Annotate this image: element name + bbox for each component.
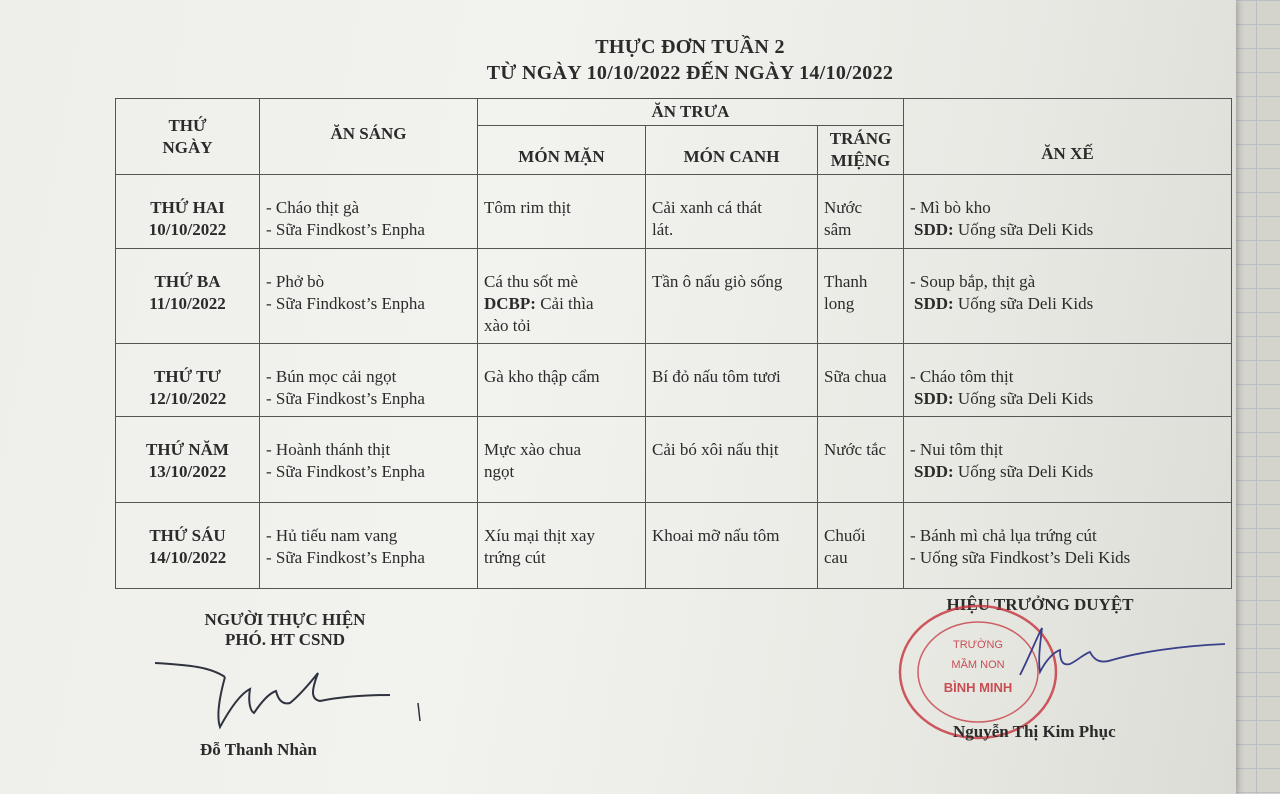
- menu-row: [116, 417, 1232, 503]
- header-lunch: ĂN TRƯA: [478, 99, 904, 126]
- preparer-block: [150, 610, 420, 650]
- dessert-cell-line: long: [824, 294, 855, 313]
- menu-row: [116, 344, 1232, 417]
- snack-line: SDD: Uống sữa Deli Kids: [914, 462, 1094, 481]
- menu-row: [116, 503, 1232, 589]
- menu-row: [116, 175, 1232, 249]
- soup-cell-line: Tần ô nấu giò sống: [652, 272, 783, 291]
- snack-cell: [904, 344, 1232, 417]
- soup-cell: [646, 417, 818, 503]
- main-dish-cell-line: Gà kho thập cẩm: [484, 367, 600, 386]
- main-dish-cell-line: Cá thu sốt mè: [484, 272, 578, 291]
- day-date: 12/10/2022: [148, 389, 227, 408]
- soup-cell-line: Cải bó xôi nấu thịt: [652, 440, 779, 459]
- soup-cell-line: Khoai mỡ nấu tôm: [652, 526, 780, 545]
- breakfast-cell: [260, 503, 478, 589]
- main-dish-cell-line: ngọt: [484, 462, 515, 481]
- day-date: 13/10/2022: [148, 462, 227, 481]
- breakfast-cell-line: - Hoành thánh thịt: [266, 440, 391, 459]
- breakfast-cell: [260, 175, 478, 249]
- principal-name: Nguyễn Thị Kim Phục: [953, 722, 1116, 741]
- breakfast-cell-line: - Sữa Findkost’s Enpha: [266, 389, 425, 408]
- snack-line: - Nui tôm thịt: [910, 440, 1004, 459]
- header-main-dish: MÓN MẶN: [478, 126, 646, 175]
- dessert-cell: [818, 417, 904, 503]
- principal-signature: [990, 620, 1230, 690]
- menu-body: [116, 175, 1232, 589]
- soup-cell-line: lát.: [652, 220, 674, 239]
- snack-cell: [904, 175, 1232, 249]
- main-dish-cell-line: Mực xào chua: [484, 440, 582, 459]
- snack-cell: [904, 249, 1232, 344]
- main-dish-cell-line: DCBP: Cải thìa: [484, 294, 594, 313]
- preparer-name: Đỗ Thanh Nhàn: [200, 740, 317, 759]
- main-dish-cell-line: Tôm rim thịt: [484, 198, 571, 217]
- dessert-cell-line: sâm: [824, 220, 852, 239]
- breakfast-cell: [260, 417, 478, 503]
- day-name: THỨ HAI: [150, 198, 225, 217]
- document-date-range: TỪ NGÀY 10/10/2022 ĐẾN NGÀY 14/10/2022: [486, 62, 894, 84]
- snack-line: SDD: Uống sữa Deli Kids: [914, 389, 1094, 408]
- soup-cell-line: Bí đỏ nấu tôm tươi: [652, 367, 781, 386]
- principal-title: HIỆU TRƯỞNG DUYỆT: [946, 595, 1134, 614]
- dessert-cell-line: Sữa chua: [824, 367, 887, 386]
- dessert-cell-line: Chuối: [824, 526, 866, 545]
- day-cell: [116, 249, 260, 344]
- dessert-cell: [818, 503, 904, 589]
- breakfast-cell-line: - Phở bò: [266, 272, 325, 291]
- header-snack: ĂN XẾ: [904, 99, 1232, 175]
- day-name: THỨ NĂM: [146, 440, 229, 459]
- dessert-cell-line: Nước: [824, 198, 863, 217]
- snack-line: SDD: Uống sữa Deli Kids: [914, 294, 1094, 313]
- breakfast-cell-line: - Bún mọc cải ngọt: [266, 367, 397, 386]
- breakfast-cell: [260, 344, 478, 417]
- snack-line: - Mì bò kho: [910, 198, 991, 217]
- svg-text:BÌNH MINH: BÌNH MINH: [943, 680, 1013, 695]
- header-breakfast: ĂN SÁNG: [260, 99, 478, 175]
- breakfast-cell-line: - Hủ tiếu nam vang: [266, 526, 398, 545]
- preparer-title: NGƯỜI THỰC HIỆN: [204, 610, 366, 629]
- dessert-cell-line: Nước tắc: [824, 440, 887, 459]
- main-dish-cell: [478, 417, 646, 503]
- main-dish-cell: [478, 344, 646, 417]
- day-cell: [116, 503, 260, 589]
- snack-line: - Uống sữa Findkost’s Deli Kids: [910, 548, 1131, 567]
- day-date: 10/10/2022: [148, 220, 227, 239]
- day-name: THỨ BA: [154, 272, 221, 291]
- soup-cell: [646, 344, 818, 417]
- svg-text:MẦM NON: MẦM NON: [951, 659, 1005, 671]
- dessert-cell: [818, 175, 904, 249]
- header-day: THỨ NGÀY: [116, 99, 260, 175]
- main-dish-cell: [478, 503, 646, 589]
- day-name: THỨ SÁU: [149, 526, 226, 545]
- soup-cell: [646, 249, 818, 344]
- main-dish-cell: [478, 249, 646, 344]
- dessert-cell: [818, 249, 904, 344]
- day-date: 11/10/2022: [149, 294, 226, 313]
- breakfast-cell: [260, 249, 478, 344]
- dessert-cell-line: cau: [824, 548, 848, 567]
- dessert-cell: [818, 344, 904, 417]
- preparer-position: PHÓ. HT CSND: [224, 630, 346, 649]
- main-dish-cell-line: Xíu mại thịt xay: [484, 526, 595, 545]
- snack-line: - Cháo tôm thịt: [910, 367, 1014, 386]
- breakfast-cell-line: - Cháo thịt gà: [266, 198, 360, 217]
- snack-line: - Bánh mì chả lụa trứng cút: [910, 526, 1097, 545]
- main-dish-cell-line: xào tỏi: [484, 316, 531, 335]
- breakfast-cell-line: - Sữa Findkost’s Enpha: [266, 294, 425, 313]
- day-cell: [116, 417, 260, 503]
- breakfast-cell-line: - Sữa Findkost’s Enpha: [266, 548, 425, 567]
- soup-cell: [646, 175, 818, 249]
- snack-cell: [904, 417, 1232, 503]
- weekly-menu-table: [115, 98, 1232, 589]
- dessert-cell-line: Thanh: [824, 272, 868, 291]
- soup-cell-line: Cải xanh cá thát: [652, 198, 762, 217]
- svg-text:TRƯỜNG: TRƯỜNG: [953, 639, 1003, 651]
- snack-line: SDD: Uống sữa Deli Kids: [914, 220, 1094, 239]
- day-date: 14/10/2022: [148, 548, 227, 567]
- day-cell: [116, 344, 260, 417]
- soup-cell: [646, 503, 818, 589]
- main-dish-cell-line: trứng cút: [484, 548, 546, 567]
- main-dish-cell: [478, 175, 646, 249]
- header-dessert: TRÁNG MIỆNG: [818, 126, 904, 175]
- document-title: THỰC ĐƠN TUẦN 2: [595, 36, 785, 58]
- breakfast-cell-line: - Sữa Findkost’s Enpha: [266, 220, 425, 239]
- header-soup: MÓN CANH: [646, 126, 818, 175]
- day-name: THỨ TƯ: [154, 367, 221, 386]
- snack-cell: [904, 503, 1232, 589]
- breakfast-cell-line: - Sữa Findkost’s Enpha: [266, 462, 425, 481]
- menu-row: [116, 249, 1232, 344]
- preparer-signature: [150, 655, 440, 735]
- snack-line: - Soup bắp, thịt gà: [910, 272, 1036, 291]
- day-cell: [116, 175, 260, 249]
